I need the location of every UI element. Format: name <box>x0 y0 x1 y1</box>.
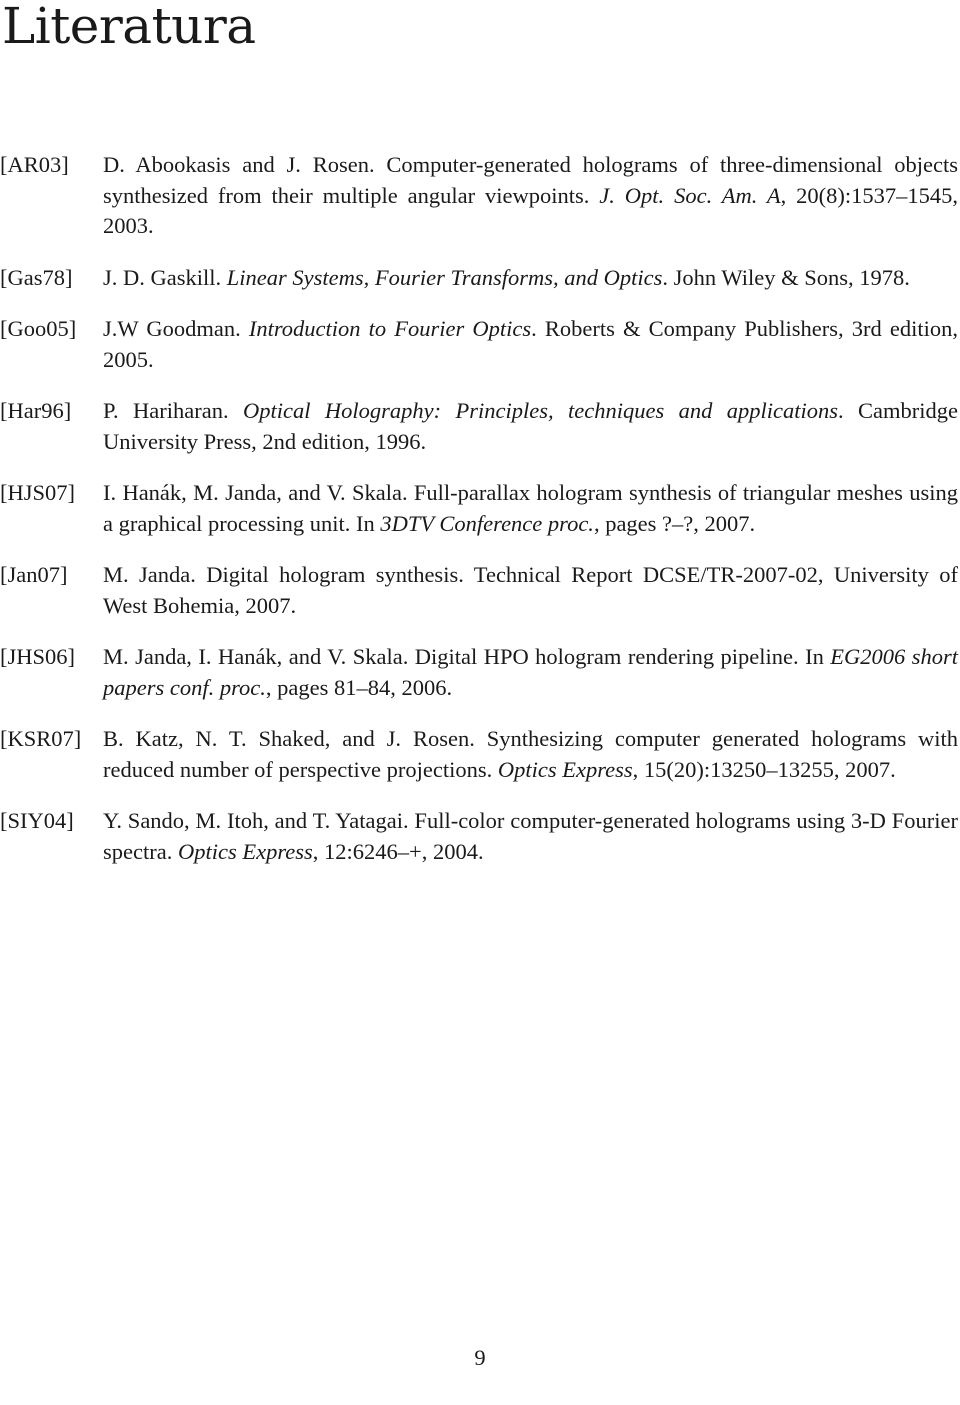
bibliography-entry <box>0 724 960 785</box>
bibliography-entry <box>0 560 960 621</box>
citation-text-part: , 12:6246–+, 2004. <box>312 838 484 864</box>
bibliography-entry <box>0 263 960 294</box>
citation-text <box>103 806 960 867</box>
citation-text-part: I. Hanák, M. Janda, and V. Skala. Full-parallax hologram synthesis of triangular meshes using a graphical processing unit. In <box>103 480 958 536</box>
citation-key: [HJS07] <box>0 480 76 505</box>
citation-title-italic: Optics Express <box>177 838 313 864</box>
page-number: 9 <box>474 1345 486 1370</box>
citation-text <box>103 642 960 703</box>
citation-text-part: M. Janda, I. Hanák, and V. Skala. Digital HPO hologram rendering pipeline. In <box>103 644 831 669</box>
bibliography-entry <box>0 806 960 867</box>
citation-text-part: P. Hariharan. <box>103 398 243 423</box>
citation-key: [AR03] <box>0 152 69 177</box>
citation-text-part: Y. Sando, M. Itoh, and T. Yatagai. Full-color computer-generated holograms using 3-D Fourier spectra. <box>103 808 958 864</box>
citation-text <box>103 560 960 621</box>
citation-text <box>103 478 960 539</box>
bibliography-entry <box>0 150 960 242</box>
citation-text <box>103 724 960 785</box>
bibliography-entry <box>0 642 960 703</box>
citation-text-part: , 15(20):13250–13255, 2007. <box>632 756 896 782</box>
citation-title-italic: Optics Express <box>497 756 633 782</box>
citation-text <box>103 396 960 457</box>
citation-key: [KSR07] <box>0 726 82 751</box>
citation-text-part: . Roberts & Company Publishers, 3rd edition, 2005. <box>103 316 958 372</box>
citation-key: [Gas78] <box>0 264 73 290</box>
bibliography-entry <box>0 396 960 457</box>
citation-title-italic: Introduction to Fourier Optics <box>248 316 532 341</box>
bibliography-list <box>0 150 960 888</box>
citation-text-part: B. Katz, N. T. Shaked, and J. Rosen. Synthesizing computer generated holograms with reduced number of perspective projections. <box>103 726 958 782</box>
citation-text-part: , pages ?–?, 2007. <box>593 510 756 536</box>
citation-key: [Goo05] <box>0 316 77 341</box>
citation-text-part: , pages 81–84, 2006. <box>265 674 453 700</box>
citation-text-part: . John Wiley & Sons, 1978. <box>662 264 910 290</box>
bibliography-entry <box>0 478 960 539</box>
citation-key: [Jan07] <box>0 562 68 587</box>
citation-text-part: , 20(8):1537–1545, 2003. <box>103 182 958 238</box>
citation-title-italic: EG2006 short papers conf. proc. <box>103 644 958 700</box>
citation-key: [SIY04] <box>0 808 74 833</box>
citation-title-italic: 3DTV Conference proc. <box>380 510 594 536</box>
bibliography-entry <box>0 314 960 375</box>
citation-title-italic: Optical Holography: Principles, techniques and applications <box>243 398 838 423</box>
citation-text <box>103 263 960 294</box>
citation-text-part: J. D. Gaskill. <box>103 264 227 290</box>
citation-key: [Har96] <box>0 398 72 423</box>
citation-key: [JHS06] <box>0 644 76 669</box>
citation-text-part: . Cambridge University Press, 2nd edition, 1996. <box>103 398 958 454</box>
citation-text <box>103 150 960 242</box>
citation-text-part: J.W Goodman. <box>103 316 249 341</box>
citation-text-part: M. Janda. Digital hologram synthesis. Technical Report DCSE/TR-2007-02, University of West Bohemia, 2007. <box>103 562 958 618</box>
citation-text-part: D. Abookasis and J. Rosen. Computer-generated holograms of three-dimensional objects synthesized from their multiple angular viewpoints. <box>103 152 958 208</box>
citation-title-italic: J. Opt. Soc. Am. A <box>599 182 781 208</box>
citation-text <box>103 314 960 375</box>
page-title: Literatura <box>2 0 256 55</box>
citation-title-italic: Linear Systems, Fourier Transforms, and Optics <box>226 264 663 290</box>
